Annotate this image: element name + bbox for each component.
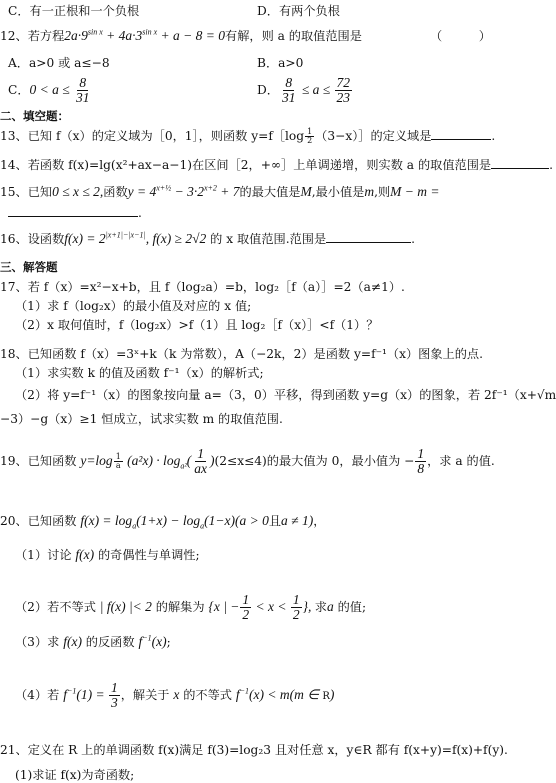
- q16: 16、设函数$f(x) = 2^{|x+1|-|x-1|}$, f(x) ≥ 2√2 的 x 取值范围.范围是 .: [0, 230, 416, 246]
- q18-part1: （1）求实数 k 的值及函数 f⁻¹（x）的解析式;: [15, 366, 264, 380]
- q20-stem: 20、已知函数 $f(x) = \log_a(1+x) - \log_a(1-x)(a > 0$且a ≠ 1)，: [0, 513, 326, 531]
- q15-answer-blank: .: [8, 206, 142, 220]
- q17-part1: （1）求 f（log₂x）的最小值及对应的 x 值;: [15, 299, 252, 313]
- q12-option-c: C．0 < a ≤ $\frac{8}{31}$: [8, 75, 90, 106]
- q17-part2: （2）x 取何值时，f（log₂x）>f（1）且 log₂［f（x）］<f（1）？: [15, 318, 379, 332]
- q20-part3: （3）求 f(x) 的反函数 $f^{-1}(x)$;: [15, 633, 171, 649]
- q12-answer-paren: （ ）: [430, 29, 491, 43]
- q12-stem: 12、若方程$2a\cdot 9^{sin x} + 4a\cdot 3^{sin x} + a - 8 = 0$有解，则 a 的取值范围是: [0, 27, 362, 43]
- q15: 15、已知0 ≤ x ≤ 2,函数$y = 4^{x+\frac{1}{2}} - 3\cdot 2^{x+2} + 7$的最大值是M,最小值是m,则M − m =: [0, 183, 440, 199]
- q20-part2: （2）若不等式 | f(x) |< 2 的解集为 {x | − $\frac{1}{2}$ < x < $\frac{1}{2}$ }, 求a 的值;: [15, 592, 367, 623]
- q20-part4: （4）若 $f^{-1}(1)$ = $\frac{1}{3}$ ，解关于 x 的不等式 $f^{-1}(x) < m(m$ ∈ R): [15, 680, 335, 711]
- q11-option-c: C．有一正根和一个负根: [8, 4, 140, 18]
- q20-part1: （1）讨论 f(x) 的奇偶性与单调性;: [15, 547, 200, 562]
- q12-option-a: A．a>0 或 a≤−8: [8, 56, 110, 70]
- q13: 13、已知 f（x）的定义域为［0，1］，则函数 y=f［log $\frac{1}{2}$ （3−x）］的定义域是 .: [0, 126, 496, 145]
- section-solve-heading: 三、解答题: [0, 260, 58, 274]
- q11-option-d: D．有两个负根: [257, 4, 340, 18]
- q12-option-d: D． $\frac{8}{31}$ ≤ a ≤ $\frac{72}{23}$: [257, 75, 351, 106]
- q18-part2: （2）将 y=f⁻¹（x）的图象按向量 a=（3，0）平移，得到函数 y=g（x）的图象，若 2f⁻¹（x+√m: [15, 388, 556, 402]
- q17-stem: 17、若 f（x）=x²−x+b，且 f（log₂a）=b，log₂［f（a）］=2（a≠1）.: [0, 280, 405, 294]
- q19: 19、已知函数 y=log $\frac{1}{a}$ $(a^2x) \cdot \log_{a^2}$( $\frac{1}{ax}$ )(2≤x≤4)的最大值为 0，最小值为 − $\frac{1}{8}$ ，求 a 的值.: [0, 446, 495, 477]
- q18-part2-cont: −3）−g（x）≥1 恒成立，试求实数 m 的取值范围.: [0, 412, 283, 426]
- q21-stem: 21、定义在 R 上的单调函数 f(x)满足 f(3)=log₂3 且对任意 x，y∈R 都有 f(x+y)=f(x)+f(y).: [0, 743, 508, 757]
- section-fill-in-heading: 二、填空题：: [0, 109, 69, 123]
- q18-stem: 18、已知函数 f（x）=3ˣ+k（k 为常数），A（−2k，2）是函数 y=f⁻¹（x）图象上的点.: [0, 347, 483, 361]
- q12-option-b: B．a>0: [257, 56, 304, 70]
- q21-part1: (1)求证 f(x)为奇函数;: [15, 768, 135, 782]
- q14: 14、若函数 f(x)=lg(x²+ax−a−1)在区间［2，+∞］上单调递增，则实数 a 的取值范围是 .: [0, 158, 553, 172]
